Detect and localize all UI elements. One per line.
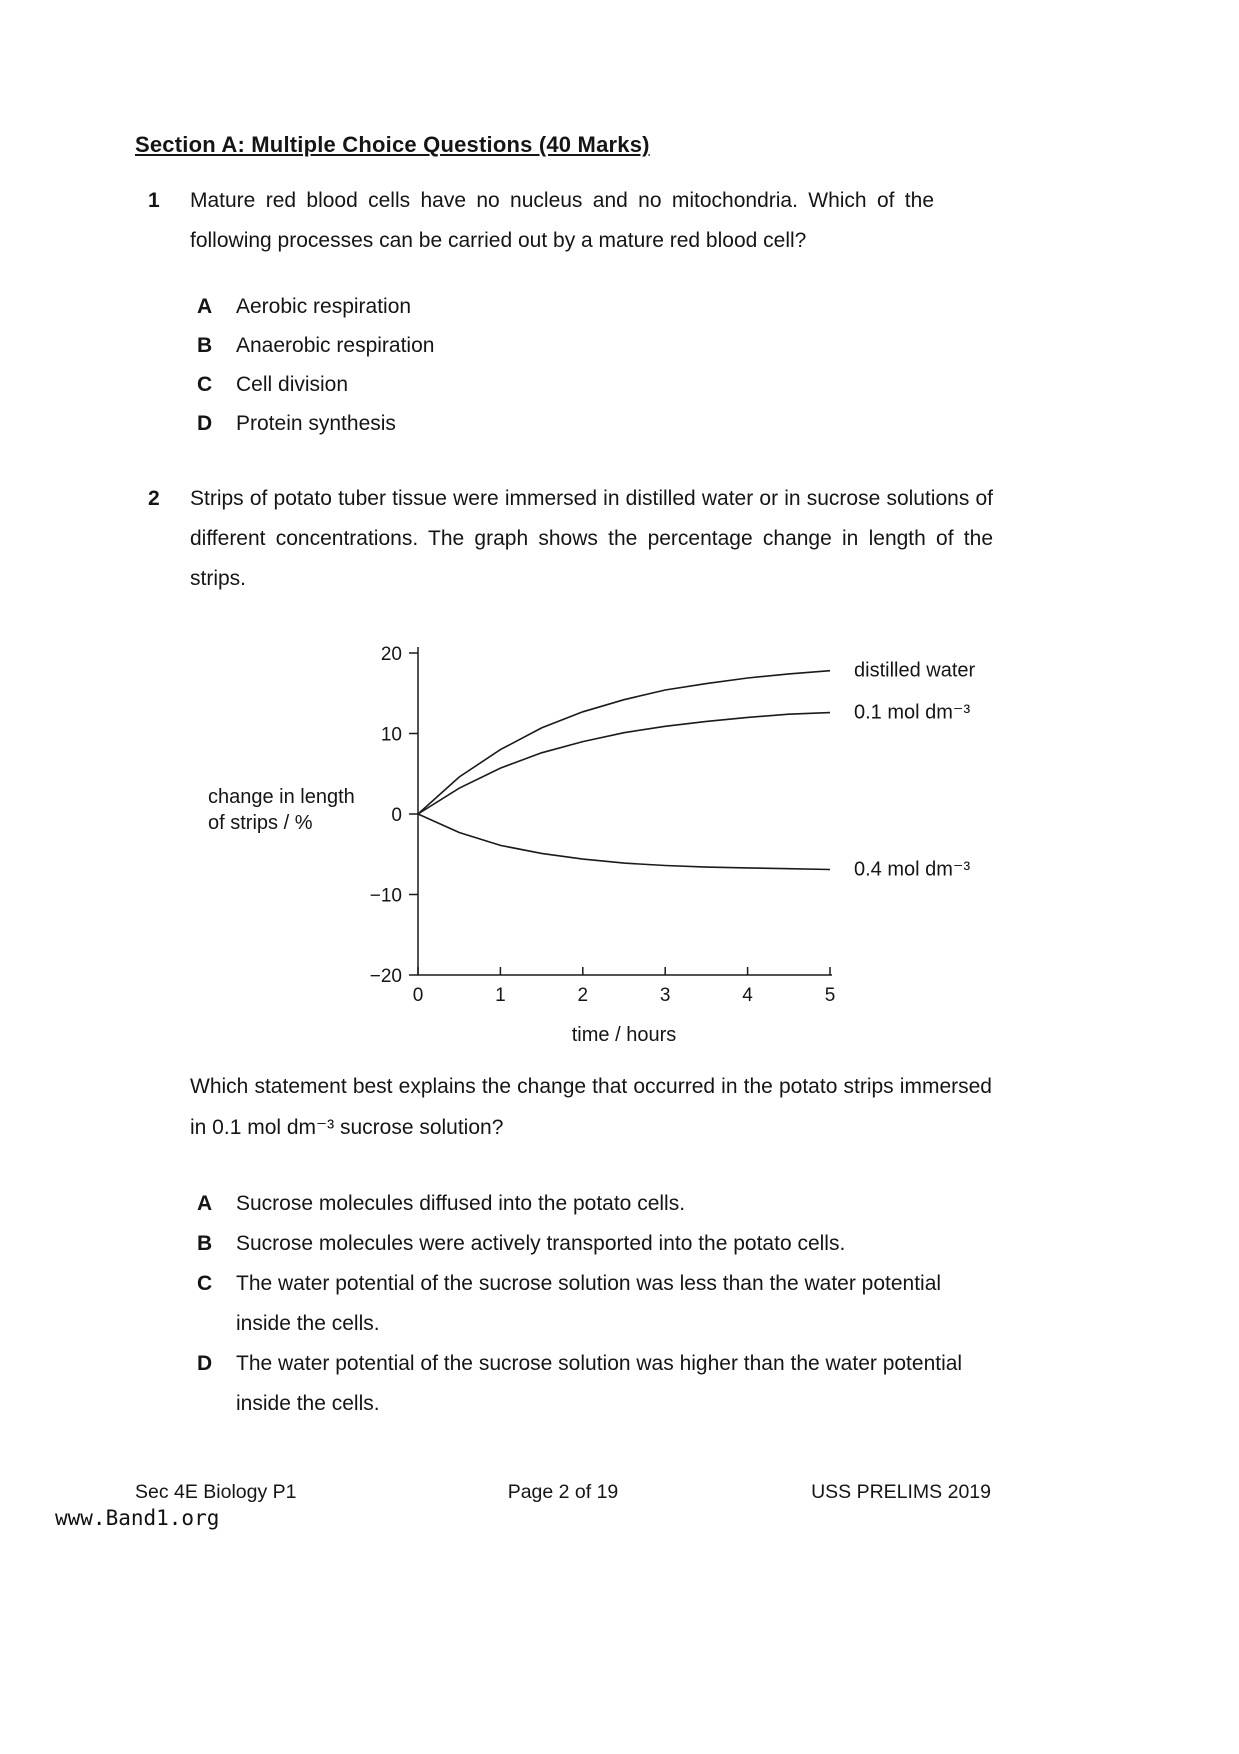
footer-exam-name: USS PRELIMS 2019	[811, 1481, 991, 1503]
option-text: Aerobic respiration	[236, 295, 412, 318]
question-2-options	[197, 1184, 997, 1424]
option-text: The water potential of the sucrose solution was higher than the water potential inside the cells.	[236, 1352, 963, 1415]
option-letter: C	[197, 1272, 213, 1295]
chart-series-line-2	[418, 814, 830, 870]
q1-option-a	[197, 287, 937, 326]
option-letter: A	[197, 295, 213, 318]
y-axis-label-line-0: change in length	[208, 786, 355, 808]
option-text: Sucrose molecules diffused into the potato cells.	[236, 1192, 686, 1215]
q1-option-c	[197, 365, 937, 404]
option-text: Protein synthesis	[236, 412, 396, 435]
y-tick-label: 20	[380, 645, 402, 665]
q2-option-d	[197, 1344, 997, 1424]
series-label-0: distilled water	[854, 659, 976, 682]
option-letter: D	[197, 1352, 213, 1375]
q2-option-c	[197, 1264, 997, 1344]
option-text: Cell division	[236, 373, 349, 396]
y-tick-label: 10	[380, 724, 402, 746]
question-1-number: 1	[148, 189, 160, 212]
q1-option-b	[197, 326, 937, 365]
option-letter: B	[197, 1232, 213, 1255]
option-letter: D	[197, 412, 213, 435]
q2-option-b	[197, 1224, 997, 1264]
option-letter: B	[197, 334, 213, 357]
option-text: The water potential of the sucrose solution was less than the water potential inside the cells.	[236, 1272, 942, 1335]
option-letter: A	[197, 1192, 213, 1215]
series-label-2: 0.4 mol dm⁻³	[854, 858, 971, 881]
option-text: Sucrose molecules were actively transported into the potato cells.	[236, 1232, 846, 1255]
chart-series-line-0	[418, 671, 830, 814]
x-tick-label: 4	[742, 985, 753, 1006]
question-2-prompt: Which statement best explains the change that occurred in the potato strips immersed in 0.1 mol dm⁻³ sucrose solution?	[190, 1075, 992, 1139]
footer-page-number: Page 2 of 19	[507, 1481, 619, 1503]
x-tick-label: 0	[412, 985, 424, 1006]
y-axis-label-line-1: of strips / %	[208, 812, 313, 834]
watermark-url: www.Band1.org	[55, 1506, 220, 1530]
y-tick-label: −20	[369, 966, 402, 987]
x-tick-label: 5	[824, 985, 836, 1006]
x-tick-label: 3	[659, 985, 671, 1006]
option-letter: C	[197, 373, 213, 396]
section-heading: Section A: Multiple Choice Questions (40 Marks)	[135, 132, 650, 157]
series-label-1: 0.1 mol dm⁻³	[854, 701, 971, 724]
q2-option-a	[197, 1184, 997, 1224]
y-tick-label: −10	[369, 885, 402, 907]
page-footer	[135, 1481, 991, 1504]
question-1-options	[197, 287, 937, 443]
question-1-text: Mature red blood cells have no nucleus and no mitochondria. Which of the following processes can be carried out by a mature red blood cell?	[190, 189, 934, 252]
question-1	[148, 181, 934, 261]
footer-paper-title: Sec 4E Biology P1	[135, 1481, 297, 1503]
question-2-intro: Strips of potato tuber tissue were immersed in distilled water or in sucrose solutions of different concentrations. The graph shows the percentage change in length of the strips.	[190, 487, 993, 590]
question-2	[148, 479, 993, 599]
line-chart	[200, 645, 1020, 1065]
option-text: Anaerobic respiration	[236, 334, 435, 357]
question-2-number: 2	[148, 487, 160, 510]
y-tick-label: 0	[391, 805, 402, 826]
question-2-graph	[200, 645, 1020, 1065]
x-axis-label: time / hours	[571, 1024, 677, 1046]
q1-option-d	[197, 404, 937, 443]
x-tick-label: 1	[495, 985, 506, 1006]
x-tick-label: 2	[577, 985, 589, 1006]
